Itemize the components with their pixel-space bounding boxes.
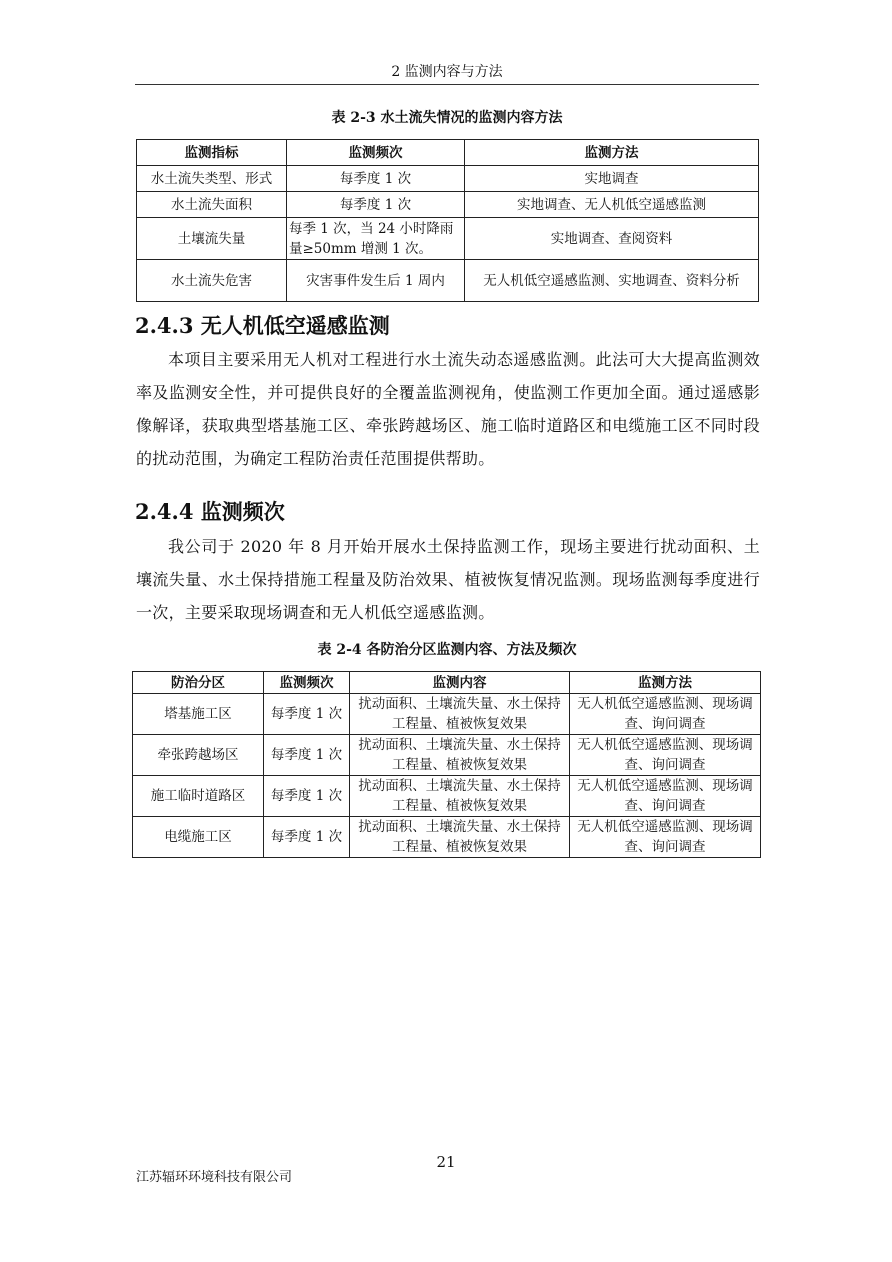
table-row — [133, 694, 761, 735]
table-cell: 灾害事件发生后 1 周内 — [287, 260, 465, 302]
column-header: 监测频次 — [287, 140, 465, 166]
table-cell: 每季度 1 次 — [264, 735, 350, 776]
table-cell: 每季 1 次，当 24 小时降雨量≥50mm 增测 1 次。 — [287, 218, 465, 260]
table-cell: 实地调查、无人机低空遥感监测 — [465, 192, 759, 218]
table-cell: 施工临时道路区 — [133, 776, 264, 817]
section-heading: 2.4.3 无人机低空遥感监测 — [135, 313, 390, 338]
table-cell: 土壤流失量 — [137, 218, 287, 260]
table-row — [137, 260, 759, 302]
table-2-3 — [136, 139, 759, 302]
table-2-4-caption: 表 2-4 各防治分区监测内容、方法及频次 — [317, 642, 577, 658]
table-header-row — [133, 672, 761, 694]
table-2-3-caption: 表 2-3 水土流失情况的监测内容方法 — [331, 110, 563, 126]
table-cell: 实地调查 — [465, 166, 759, 192]
body-paragraph: 本项目主要采用无人机对工程进行水土流失动态遥感监测。此法可大大提高监测效率及监测安全性，并可提供良好的全覆盖监测视角，使监测工作更加全面。通过遥感影像解译，获取典型塔基施工区、牵张跨越场区、施工临时道路区和电缆施工区不同时段的扰动范围，为确定工程防治责任范围提供帮助。 — [136, 350, 760, 468]
column-header: 防治分区 — [133, 672, 264, 694]
table-cell: 每季度 1 次 — [287, 192, 465, 218]
table-cell: 每季度 1 次 — [264, 776, 350, 817]
table-cell: 无人机低空遥感监测、现场调查、询问调查 — [570, 817, 761, 858]
table-cell: 扰动面积、土壤流失量、水土保持工程量、植被恢复效果 — [350, 776, 570, 817]
column-header: 监测方法 — [570, 672, 761, 694]
table-row — [137, 192, 759, 218]
table-cell: 每季度 1 次 — [264, 694, 350, 735]
table-cell: 每季度 1 次 — [287, 166, 465, 192]
table-row — [133, 776, 761, 817]
table-row — [137, 166, 759, 192]
table-cell: 水土流失面积 — [137, 192, 287, 218]
table-cell: 无人机低空遥感监测、实地调查、资料分析 — [465, 260, 759, 302]
table-cell: 塔基施工区 — [133, 694, 264, 735]
table-row — [133, 817, 761, 858]
running-header: 2 监测内容与方法 — [135, 60, 759, 85]
column-header: 监测方法 — [465, 140, 759, 166]
table-row — [137, 218, 759, 260]
body-paragraph: 我公司于 2020 年 8 月开始开展水土保持监测工作，现场主要进行扰动面积、土壤流失量、水土保持措施工程量及防治效果、植被恢复情况监测。现场监测每季度进行一次，主要采取现场调查和无人机低空遥感监测。 — [136, 537, 760, 622]
section-heading: 2.4.4 监测频次 — [135, 499, 285, 524]
column-header: 监测内容 — [350, 672, 570, 694]
footer-company-name: 江苏辐环环境科技有限公司 — [136, 1170, 293, 1185]
table-cell: 水土流失危害 — [137, 260, 287, 302]
table-cell: 扰动面积、土壤流失量、水土保持工程量、植被恢复效果 — [350, 817, 570, 858]
table-cell: 实地调查、查阅资料 — [465, 218, 759, 260]
table-header-row — [137, 140, 759, 166]
page-number: 21 — [436, 1153, 456, 1171]
table-cell: 无人机低空遥感监测、现场调查、询问调查 — [570, 735, 761, 776]
table-cell: 扰动面积、土壤流失量、水土保持工程量、植被恢复效果 — [350, 694, 570, 735]
table-row — [133, 735, 761, 776]
column-header: 监测指标 — [137, 140, 287, 166]
table-cell: 无人机低空遥感监测、现场调查、询问调查 — [570, 694, 761, 735]
table-cell: 水土流失类型、形式 — [137, 166, 287, 192]
table-cell: 电缆施工区 — [133, 817, 264, 858]
table-cell: 牵张跨越场区 — [133, 735, 264, 776]
table-cell: 无人机低空遥感监测、现场调查、询问调查 — [570, 776, 761, 817]
table-2-4 — [132, 671, 761, 858]
column-header: 监测频次 — [264, 672, 350, 694]
table-cell: 每季度 1 次 — [264, 817, 350, 858]
table-cell: 扰动面积、土壤流失量、水土保持工程量、植被恢复效果 — [350, 735, 570, 776]
